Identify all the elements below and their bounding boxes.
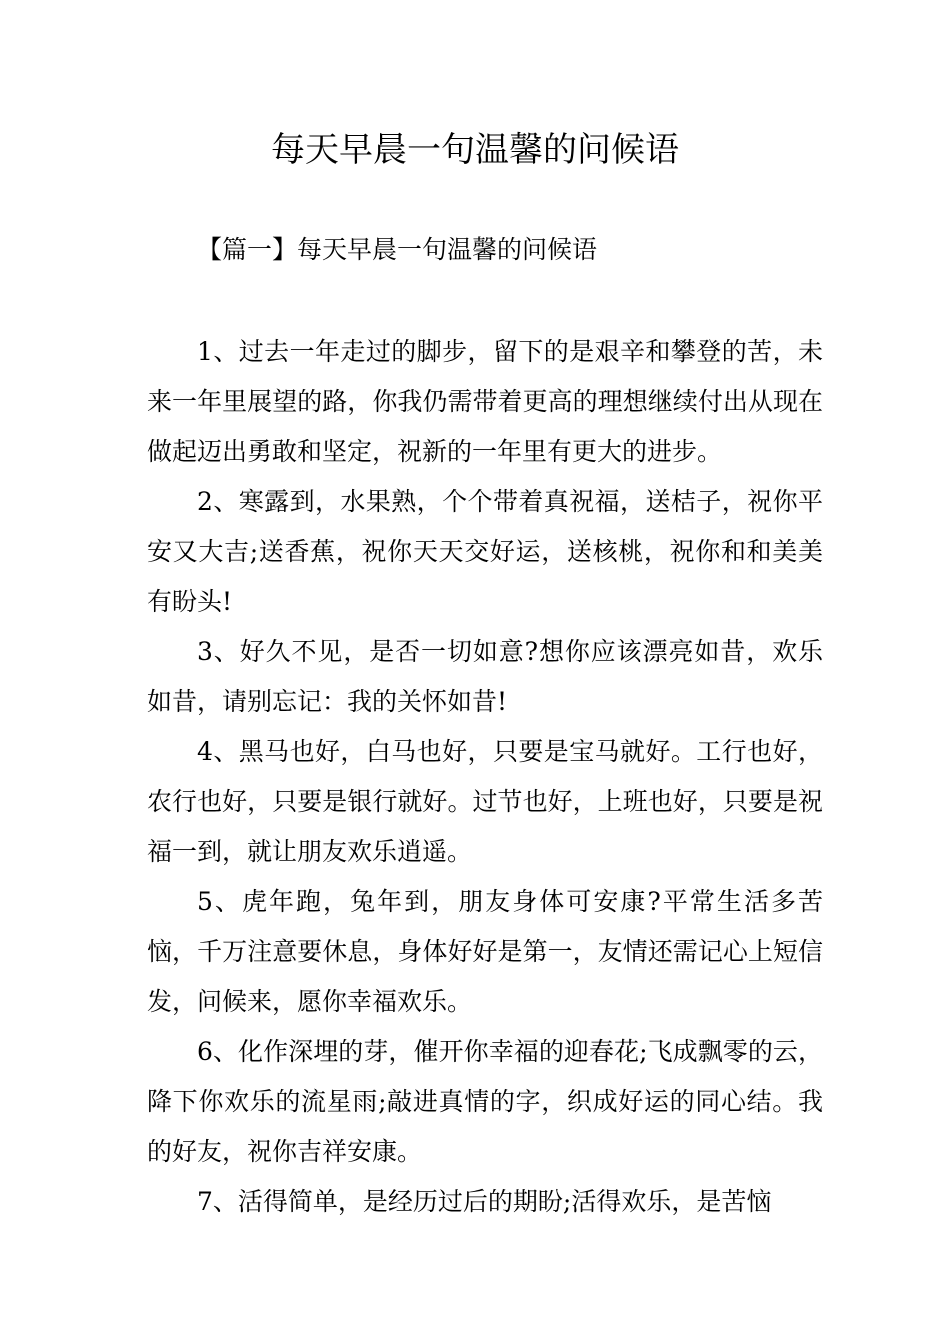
paragraph-2: 2、寒露到，水果熟，个个带着真祝福，送桔子，祝你平安又大吉;送香蕉，祝你天天交好运，送核桃，祝你和和美美有盼头! [147, 487, 823, 616]
section-heading: 【篇一】每天早晨一句温馨的问候语 [197, 235, 598, 264]
paragraph-1: 1、过去一年走过的脚步，留下的是艰辛和攀登的苦，未来一年里展望的路，你我仍需带着更高的理想继续付出从现在做起迈出勇敢和坚定，祝新的一年里有更大的进步。 [147, 337, 823, 466]
paragraph-6: 6、化作深埋的芽，催开你幸福的迎春花;飞成飘零的云，降下你欢乐的流星雨;敲进真情的字，织成好运的同心结。我的好友，祝你吉祥安康。 [147, 1037, 823, 1166]
document-body [147, 327, 823, 1227]
paragraph-7: 7、活得简单，是经历过后的期盼;活得欢乐，是苦恼 [197, 1187, 772, 1216]
paragraph-3: 3、好久不见，是否一切如意?想你应该漂亮如昔，欢乐如昔，请别忘记：我的关怀如昔! [147, 637, 823, 716]
paragraph-5: 5、虎年跑，兔年到，朋友身体可安康?平常生活多苦恼，千万注意要休息，身体好好是第一，友情还需记心上短信发，问候来，愿你幸福欢乐。 [147, 887, 823, 1016]
paragraph-4: 4、黑马也好，白马也好，只要是宝马就好。工行也好，农行也好，只要是银行就好。过节也好，上班也好，只要是祝福一到，就让朋友欢乐逍遥。 [147, 737, 823, 866]
document-title: 每天早晨一句温馨的问候语 [271, 130, 679, 170]
